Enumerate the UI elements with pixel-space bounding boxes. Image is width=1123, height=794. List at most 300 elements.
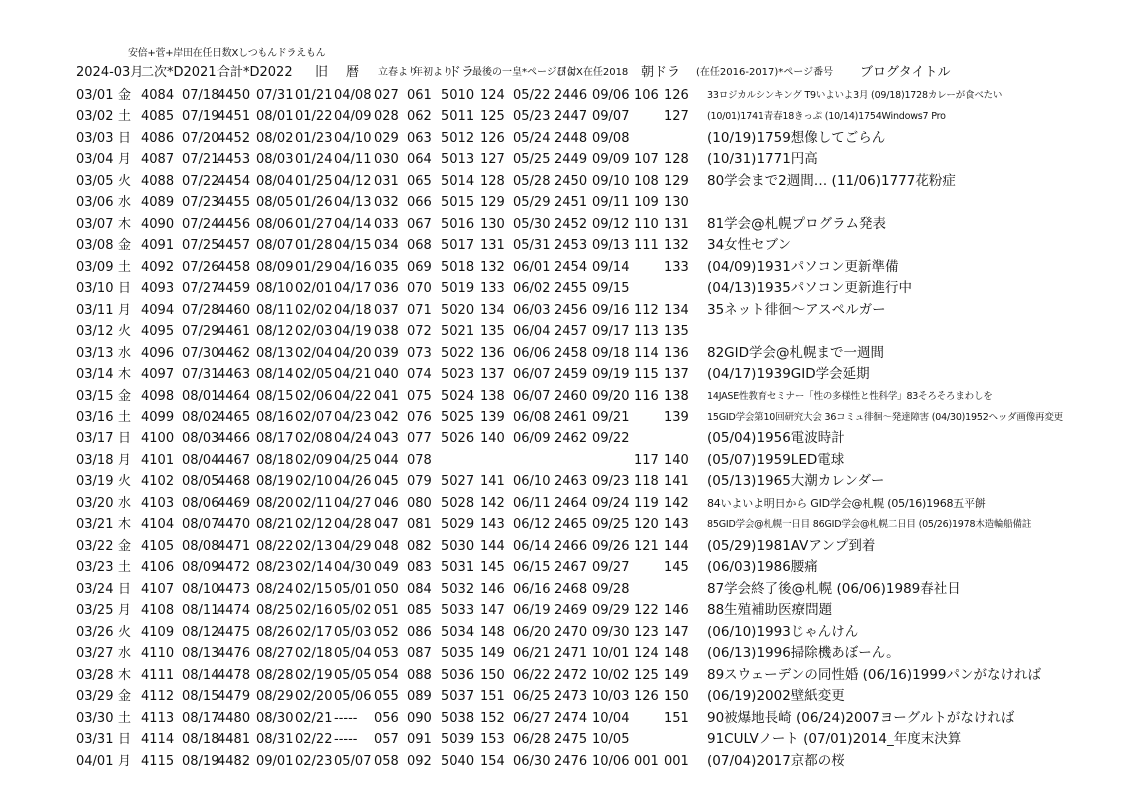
cell-nidi: 4112 bbox=[141, 689, 175, 705]
cell-zai: 2466 bbox=[554, 538, 588, 554]
header-piyo: ぴよX在任2018 bbox=[556, 67, 629, 78]
cell-koyo: 04/10 bbox=[334, 130, 372, 146]
table-row bbox=[0, 192, 1123, 213]
cell-dora: 089 bbox=[407, 689, 432, 705]
cell-dora: 088 bbox=[407, 667, 432, 683]
cell-zai: 2462 bbox=[554, 431, 588, 447]
header-blog-title: ブログタイトル bbox=[860, 65, 951, 80]
cell-piyo: 05/30 bbox=[513, 216, 551, 232]
cell-d1: 08/12 bbox=[182, 624, 220, 640]
cell-nen: 045 bbox=[374, 474, 399, 490]
table-row bbox=[0, 85, 1123, 106]
cell-blog: 33ロジカルシンキング T9いよいよ3月 (09/18)1728カレーが食べたい bbox=[707, 89, 1003, 101]
cell-zai: 2469 bbox=[554, 603, 588, 619]
cell-nidi: 4096 bbox=[141, 345, 175, 361]
cell-tot: 4478 bbox=[217, 667, 251, 683]
cell-d2: 08/14 bbox=[256, 367, 294, 383]
cell-zai: 2472 bbox=[554, 667, 588, 683]
cell-d1: 07/23 bbox=[182, 195, 220, 211]
cell-blog: (05/29)1981AVアンプ到着 bbox=[707, 537, 876, 554]
table-row bbox=[0, 643, 1123, 664]
header-old-2: 暦 bbox=[346, 65, 360, 80]
cell-tot: 4465 bbox=[217, 410, 251, 426]
cell-pn: 132 bbox=[664, 238, 689, 254]
cell-zai: 2455 bbox=[554, 281, 588, 297]
cell-blog: 85GID学会@札幌一日目 86GID学会@札幌二日目 (05/26)1978木造輪船備註 bbox=[707, 519, 1032, 531]
cell-date: 03/15 bbox=[76, 388, 114, 404]
cell-seq: 131 bbox=[480, 238, 505, 254]
cell-zai: 2475 bbox=[554, 732, 588, 748]
cell-nen: 044 bbox=[374, 452, 399, 468]
cell-dora: 064 bbox=[407, 152, 432, 168]
cell-piyo: 05/24 bbox=[513, 130, 551, 146]
cell-piyo: 06/20 bbox=[513, 624, 551, 640]
cell-dow: 金 bbox=[118, 388, 132, 404]
cell-zai: 2459 bbox=[554, 367, 588, 383]
cell-blog: 84いよいよ明日から GID学会@札幌 (05/16)1968五平餅 bbox=[707, 496, 986, 510]
cell-date: 03/01 bbox=[76, 87, 114, 103]
cell-dora: 063 bbox=[407, 130, 432, 146]
cell-d1: 07/27 bbox=[182, 281, 220, 297]
cell-date: 03/24 bbox=[76, 581, 114, 597]
cell-piyo: 06/21 bbox=[513, 646, 551, 662]
cell-ntz: 09/22 bbox=[592, 431, 630, 447]
cell-seq: 127 bbox=[480, 152, 505, 168]
cell-piyo: 06/07 bbox=[513, 367, 551, 383]
cell-asa: 115 bbox=[634, 367, 659, 383]
cell-nidi: 4111 bbox=[141, 667, 175, 683]
cell-dora: 078 bbox=[407, 452, 432, 468]
cell-dora: 092 bbox=[407, 753, 432, 769]
cell-ntz: 09/10 bbox=[592, 173, 630, 189]
cell-seq: 134 bbox=[480, 302, 505, 318]
cell-date: 03/21 bbox=[76, 517, 114, 533]
cell-date: 03/23 bbox=[76, 560, 114, 576]
cell-seq: 143 bbox=[480, 517, 505, 533]
cell-d2: 08/30 bbox=[256, 710, 294, 726]
cell-asa: 107 bbox=[634, 152, 659, 168]
cell-pn: 129 bbox=[664, 173, 689, 189]
cell-ntz: 09/29 bbox=[592, 603, 630, 619]
cell-dora: 077 bbox=[407, 431, 432, 447]
cell-tot: 4463 bbox=[217, 367, 251, 383]
cell-d2: 08/13 bbox=[256, 345, 294, 361]
cell-ntz: 10/02 bbox=[592, 667, 630, 683]
cell-piyo: 06/19 bbox=[513, 603, 551, 619]
cell-d2: 08/09 bbox=[256, 259, 294, 275]
cell-d1: 08/15 bbox=[182, 689, 220, 705]
cell-page: 5033 bbox=[441, 603, 475, 619]
cell-asa: 114 bbox=[634, 345, 659, 361]
cell-ntz: 09/27 bbox=[592, 560, 630, 576]
cell-dow: 土 bbox=[118, 410, 132, 426]
cell-nidi: 4087 bbox=[141, 152, 175, 168]
cell-page: 5022 bbox=[441, 345, 475, 361]
cell-tot: 4453 bbox=[217, 152, 251, 168]
cell-dora: 082 bbox=[407, 538, 432, 554]
cell-d1: 08/10 bbox=[182, 581, 220, 597]
cell-nen: 027 bbox=[374, 87, 399, 103]
cell-tot: 4456 bbox=[217, 216, 251, 232]
cell-koyo: 04/30 bbox=[334, 560, 372, 576]
cell-tot: 4479 bbox=[217, 689, 251, 705]
cell-page: 5014 bbox=[441, 173, 475, 189]
cell-dow: 月 bbox=[118, 452, 132, 468]
cell-old: 02/10 bbox=[295, 474, 333, 490]
cell-nidi: 4102 bbox=[141, 474, 175, 490]
cell-d2: 08/18 bbox=[256, 452, 294, 468]
cell-nen: 035 bbox=[374, 259, 399, 275]
cell-dora: 085 bbox=[407, 603, 432, 619]
cell-d2: 08/22 bbox=[256, 538, 294, 554]
cell-tot: 4452 bbox=[217, 130, 251, 146]
header-dora: ドラ bbox=[448, 65, 475, 80]
cell-asa: 108 bbox=[634, 173, 659, 189]
cell-zai: 2458 bbox=[554, 345, 588, 361]
cell-old: 02/15 bbox=[295, 581, 333, 597]
cell-date: 03/28 bbox=[76, 667, 114, 683]
table-row bbox=[0, 364, 1123, 385]
cell-pn: 135 bbox=[664, 324, 689, 340]
cell-seq: 140 bbox=[480, 431, 505, 447]
cell-ntz: 09/21 bbox=[592, 410, 630, 426]
cell-blog: (07/04)2017京都の桜 bbox=[707, 752, 845, 769]
cell-piyo: 06/11 bbox=[513, 495, 551, 511]
cell-asa: 106 bbox=[634, 87, 659, 103]
cell-d1: 07/31 bbox=[182, 367, 220, 383]
cell-old: 01/26 bbox=[295, 195, 333, 211]
cell-ntz: 09/09 bbox=[592, 152, 630, 168]
cell-page: 5030 bbox=[441, 538, 475, 554]
cell-ntz: 09/16 bbox=[592, 302, 630, 318]
cell-dora: 074 bbox=[407, 367, 432, 383]
cell-seq: 144 bbox=[480, 538, 505, 554]
table-row bbox=[0, 686, 1123, 707]
cell-old: 02/16 bbox=[295, 603, 333, 619]
cell-zai: 2457 bbox=[554, 324, 588, 340]
cell-dow: 土 bbox=[118, 259, 132, 275]
cell-dora: 084 bbox=[407, 581, 432, 597]
cell-nidi: 4106 bbox=[141, 560, 175, 576]
cell-tot: 4466 bbox=[217, 431, 251, 447]
cell-piyo: 06/30 bbox=[513, 753, 551, 769]
cell-piyo: 06/25 bbox=[513, 689, 551, 705]
cell-ntz: 10/05 bbox=[592, 732, 630, 748]
cell-nidi: 4105 bbox=[141, 538, 175, 554]
cell-nen: 037 bbox=[374, 302, 399, 318]
cell-tot: 4480 bbox=[217, 710, 251, 726]
cell-ntz: 09/23 bbox=[592, 474, 630, 490]
cell-seq: 151 bbox=[480, 689, 505, 705]
cell-nidi: 4109 bbox=[141, 624, 175, 640]
cell-ntz: 09/15 bbox=[592, 281, 630, 297]
cell-page: 5026 bbox=[441, 431, 475, 447]
cell-old: 01/25 bbox=[295, 173, 333, 189]
cell-nen: 039 bbox=[374, 345, 399, 361]
cell-koyo: 04/17 bbox=[334, 281, 372, 297]
cell-page: 5019 bbox=[441, 281, 475, 297]
table-row bbox=[0, 751, 1123, 772]
cell-page: 5038 bbox=[441, 710, 475, 726]
cell-koyo: 04/09 bbox=[334, 109, 372, 125]
cell-pn: 130 bbox=[664, 195, 689, 211]
cell-date: 03/30 bbox=[76, 710, 114, 726]
cell-nidi: 4104 bbox=[141, 517, 175, 533]
cell-pn: 001 bbox=[664, 753, 689, 769]
table-row bbox=[0, 579, 1123, 600]
cell-koyo: 05/02 bbox=[334, 603, 372, 619]
cell-d2: 08/12 bbox=[256, 324, 294, 340]
cell-date: 04/01 bbox=[76, 753, 114, 769]
cell-koyo: 05/01 bbox=[334, 581, 372, 597]
cell-dora: 090 bbox=[407, 710, 432, 726]
table-row bbox=[0, 149, 1123, 170]
table-row bbox=[0, 278, 1123, 299]
cell-d2: 08/17 bbox=[256, 431, 294, 447]
cell-seq: 148 bbox=[480, 624, 505, 640]
cell-tot: 4473 bbox=[217, 581, 251, 597]
cell-tot: 4472 bbox=[217, 560, 251, 576]
table-row bbox=[0, 343, 1123, 364]
cell-date: 03/31 bbox=[76, 732, 114, 748]
cell-dow: 金 bbox=[118, 87, 132, 103]
cell-d2: 08/10 bbox=[256, 281, 294, 297]
cell-nen: 032 bbox=[374, 195, 399, 211]
table-row bbox=[0, 128, 1123, 149]
cell-ntz: 09/14 bbox=[592, 259, 630, 275]
cell-date: 03/20 bbox=[76, 495, 114, 511]
cell-piyo: 06/01 bbox=[513, 259, 551, 275]
cell-piyo: 06/27 bbox=[513, 710, 551, 726]
cell-blog: (06/03)1986腰痛 bbox=[707, 559, 818, 576]
cell-date: 03/04 bbox=[76, 152, 114, 168]
cell-dora: 070 bbox=[407, 281, 432, 297]
cell-tot: 4460 bbox=[217, 302, 251, 318]
cell-d1: 07/18 bbox=[182, 87, 220, 103]
cell-d1: 07/22 bbox=[182, 173, 220, 189]
table-row bbox=[0, 536, 1123, 557]
cell-old: 01/23 bbox=[295, 130, 333, 146]
cell-pn: 142 bbox=[664, 495, 689, 511]
cell-old: 01/21 bbox=[295, 87, 333, 103]
cell-koyo: 04/24 bbox=[334, 431, 372, 447]
cell-nidi: 4088 bbox=[141, 173, 175, 189]
cell-tot: 4450 bbox=[217, 87, 251, 103]
cell-dora: 069 bbox=[407, 259, 432, 275]
cell-d2: 08/05 bbox=[256, 195, 294, 211]
cell-piyo: 06/15 bbox=[513, 560, 551, 576]
cell-piyo: 06/09 bbox=[513, 431, 551, 447]
cell-d2: 08/02 bbox=[256, 130, 294, 146]
cell-old: 02/23 bbox=[295, 753, 333, 769]
cell-tot: 4467 bbox=[217, 452, 251, 468]
cell-page: 5027 bbox=[441, 474, 475, 490]
cell-date: 03/19 bbox=[76, 474, 114, 490]
cell-dora: 076 bbox=[407, 410, 432, 426]
cell-blog: 82GID学会@札幌まで一週間 bbox=[707, 344, 885, 361]
cell-old: 02/02 bbox=[295, 302, 333, 318]
cell-old: 02/17 bbox=[295, 624, 333, 640]
cell-asa: 113 bbox=[634, 324, 659, 340]
cell-dow: 木 bbox=[118, 517, 132, 533]
cell-nen: 031 bbox=[374, 173, 399, 189]
cell-blog: (06/13)1996掃除機あぼーん。 bbox=[707, 645, 900, 662]
cell-date: 03/05 bbox=[76, 173, 114, 189]
cell-old: 02/21 bbox=[295, 710, 333, 726]
cell-nen: 038 bbox=[374, 324, 399, 340]
cell-piyo: 06/08 bbox=[513, 410, 551, 426]
table-row bbox=[0, 407, 1123, 428]
cell-seq: 146 bbox=[480, 581, 505, 597]
cell-seq: 133 bbox=[480, 281, 505, 297]
cell-pn: 136 bbox=[664, 345, 689, 361]
cell-d1: 07/24 bbox=[182, 216, 220, 232]
cell-page: 5016 bbox=[441, 216, 475, 232]
cell-dow: 日 bbox=[118, 130, 132, 146]
cell-page: 5015 bbox=[441, 195, 475, 211]
table-row bbox=[0, 557, 1123, 578]
cell-piyo: 06/03 bbox=[513, 302, 551, 318]
cell-blog: 89スウェーデンの同性婚 (06/16)1999パンがなければ bbox=[707, 666, 1041, 683]
cell-dow: 金 bbox=[118, 689, 132, 705]
cell-blog: 91CULVノート (07/01)2014_年度末決算 bbox=[707, 731, 962, 748]
cell-dow: 土 bbox=[118, 710, 132, 726]
cell-koyo: 04/22 bbox=[334, 388, 372, 404]
cell-dow: 土 bbox=[118, 560, 132, 576]
cell-zai: 2456 bbox=[554, 302, 588, 318]
cell-d1: 08/09 bbox=[182, 560, 220, 576]
cell-old: 02/20 bbox=[295, 689, 333, 705]
cell-dow: 火 bbox=[118, 474, 132, 490]
header-nidi: 二次*D2021 bbox=[141, 65, 217, 80]
cell-koyo: 05/05 bbox=[334, 667, 372, 683]
cell-koyo: 05/04 bbox=[334, 646, 372, 662]
cell-d1: 08/08 bbox=[182, 538, 220, 554]
table-row bbox=[0, 171, 1123, 192]
cell-old: 02/05 bbox=[295, 367, 333, 383]
cell-ntz: 09/28 bbox=[592, 581, 630, 597]
cell-tot: 4462 bbox=[217, 345, 251, 361]
cell-tot: 4468 bbox=[217, 474, 251, 490]
cell-piyo: 05/23 bbox=[513, 109, 551, 125]
cell-blog: 35ネット徘徊～アスペルガー bbox=[707, 301, 886, 318]
cell-zai: 2454 bbox=[554, 259, 588, 275]
cell-date: 03/07 bbox=[76, 216, 114, 232]
cell-pn: 127 bbox=[664, 109, 689, 125]
cell-asa: 124 bbox=[634, 646, 659, 662]
cell-d2: 08/29 bbox=[256, 689, 294, 705]
cell-ntz: 09/13 bbox=[592, 238, 630, 254]
table-row bbox=[0, 300, 1123, 321]
cell-d2: 08/01 bbox=[256, 109, 294, 125]
cell-date: 03/08 bbox=[76, 238, 114, 254]
cell-koyo: 04/23 bbox=[334, 410, 372, 426]
cell-ntz: 10/03 bbox=[592, 689, 630, 705]
cell-d1: 08/14 bbox=[182, 667, 220, 683]
cell-page: 5032 bbox=[441, 581, 475, 597]
cell-dow: 金 bbox=[118, 538, 132, 554]
cell-dora: 061 bbox=[407, 87, 432, 103]
cell-nidi: 4103 bbox=[141, 495, 175, 511]
cell-d2: 08/28 bbox=[256, 667, 294, 683]
cell-ntz: 09/18 bbox=[592, 345, 630, 361]
cell-blog: 34女性セブン bbox=[707, 237, 792, 254]
cell-d2: 08/11 bbox=[256, 302, 294, 318]
cell-zai: 2447 bbox=[554, 109, 588, 125]
cell-seq: 132 bbox=[480, 259, 505, 275]
cell-nidi: 4094 bbox=[141, 302, 175, 318]
cell-seq: 124 bbox=[480, 87, 505, 103]
cell-ntz: 09/20 bbox=[592, 388, 630, 404]
cell-piyo: 06/06 bbox=[513, 345, 551, 361]
cell-dow: 火 bbox=[118, 624, 132, 640]
cell-pn: 138 bbox=[664, 388, 689, 404]
cell-nen: 030 bbox=[374, 152, 399, 168]
cell-nen: 053 bbox=[374, 646, 399, 662]
cell-seq: 153 bbox=[480, 732, 505, 748]
cell-date: 03/06 bbox=[76, 195, 114, 211]
cell-blog: (06/10)1993じゃんけん bbox=[707, 623, 859, 640]
cell-koyo: 05/07 bbox=[334, 753, 372, 769]
cell-koyo: 04/20 bbox=[334, 345, 372, 361]
cell-asa: 121 bbox=[634, 538, 659, 554]
cell-d2: 08/07 bbox=[256, 238, 294, 254]
table-row bbox=[0, 471, 1123, 492]
cell-nen: 050 bbox=[374, 581, 399, 597]
header-asadora: 朝ドラ bbox=[641, 65, 681, 80]
cell-old: 02/07 bbox=[295, 410, 333, 426]
cell-tot: 4459 bbox=[217, 281, 251, 297]
cell-old: 02/04 bbox=[295, 345, 333, 361]
cell-nen: 048 bbox=[374, 538, 399, 554]
cell-nen: 043 bbox=[374, 431, 399, 447]
cell-dora: 067 bbox=[407, 216, 432, 232]
cell-page: 5024 bbox=[441, 388, 475, 404]
cell-old: 02/08 bbox=[295, 431, 333, 447]
cell-asa: 120 bbox=[634, 517, 659, 533]
cell-piyo: 06/12 bbox=[513, 517, 551, 533]
table-row bbox=[0, 708, 1123, 729]
cell-tot: 4475 bbox=[217, 624, 251, 640]
cell-d2: 08/21 bbox=[256, 517, 294, 533]
header-koyo: 立春より bbox=[378, 67, 418, 78]
cell-nidi: 4113 bbox=[141, 710, 175, 726]
header-date: 2024-03月 bbox=[76, 65, 144, 80]
cell-dora: 091 bbox=[407, 732, 432, 748]
cell-date: 03/25 bbox=[76, 603, 114, 619]
cell-pn: 151 bbox=[664, 710, 689, 726]
cell-nen: 034 bbox=[374, 238, 399, 254]
cell-blog: 88生殖補助医療問題 bbox=[707, 602, 833, 619]
cell-zai: 2468 bbox=[554, 581, 588, 597]
cell-zai: 2464 bbox=[554, 495, 588, 511]
header-page: 最後の一皇*ページ日付 bbox=[472, 67, 577, 78]
cell-d1: 07/19 bbox=[182, 109, 220, 125]
cell-seq: 145 bbox=[480, 560, 505, 576]
cell-seq: 129 bbox=[480, 195, 505, 211]
cell-d1: 07/20 bbox=[182, 130, 220, 146]
cell-ntz: 09/30 bbox=[592, 624, 630, 640]
cell-dora: 079 bbox=[407, 474, 432, 490]
cell-seq: 130 bbox=[480, 216, 505, 232]
cell-page: 5035 bbox=[441, 646, 475, 662]
cell-dow: 水 bbox=[118, 646, 132, 662]
cell-tot: 4455 bbox=[217, 195, 251, 211]
cell-zai: 2467 bbox=[554, 560, 588, 576]
table-row bbox=[0, 106, 1123, 127]
cell-d1: 08/07 bbox=[182, 517, 220, 533]
cell-old: 02/19 bbox=[295, 667, 333, 683]
